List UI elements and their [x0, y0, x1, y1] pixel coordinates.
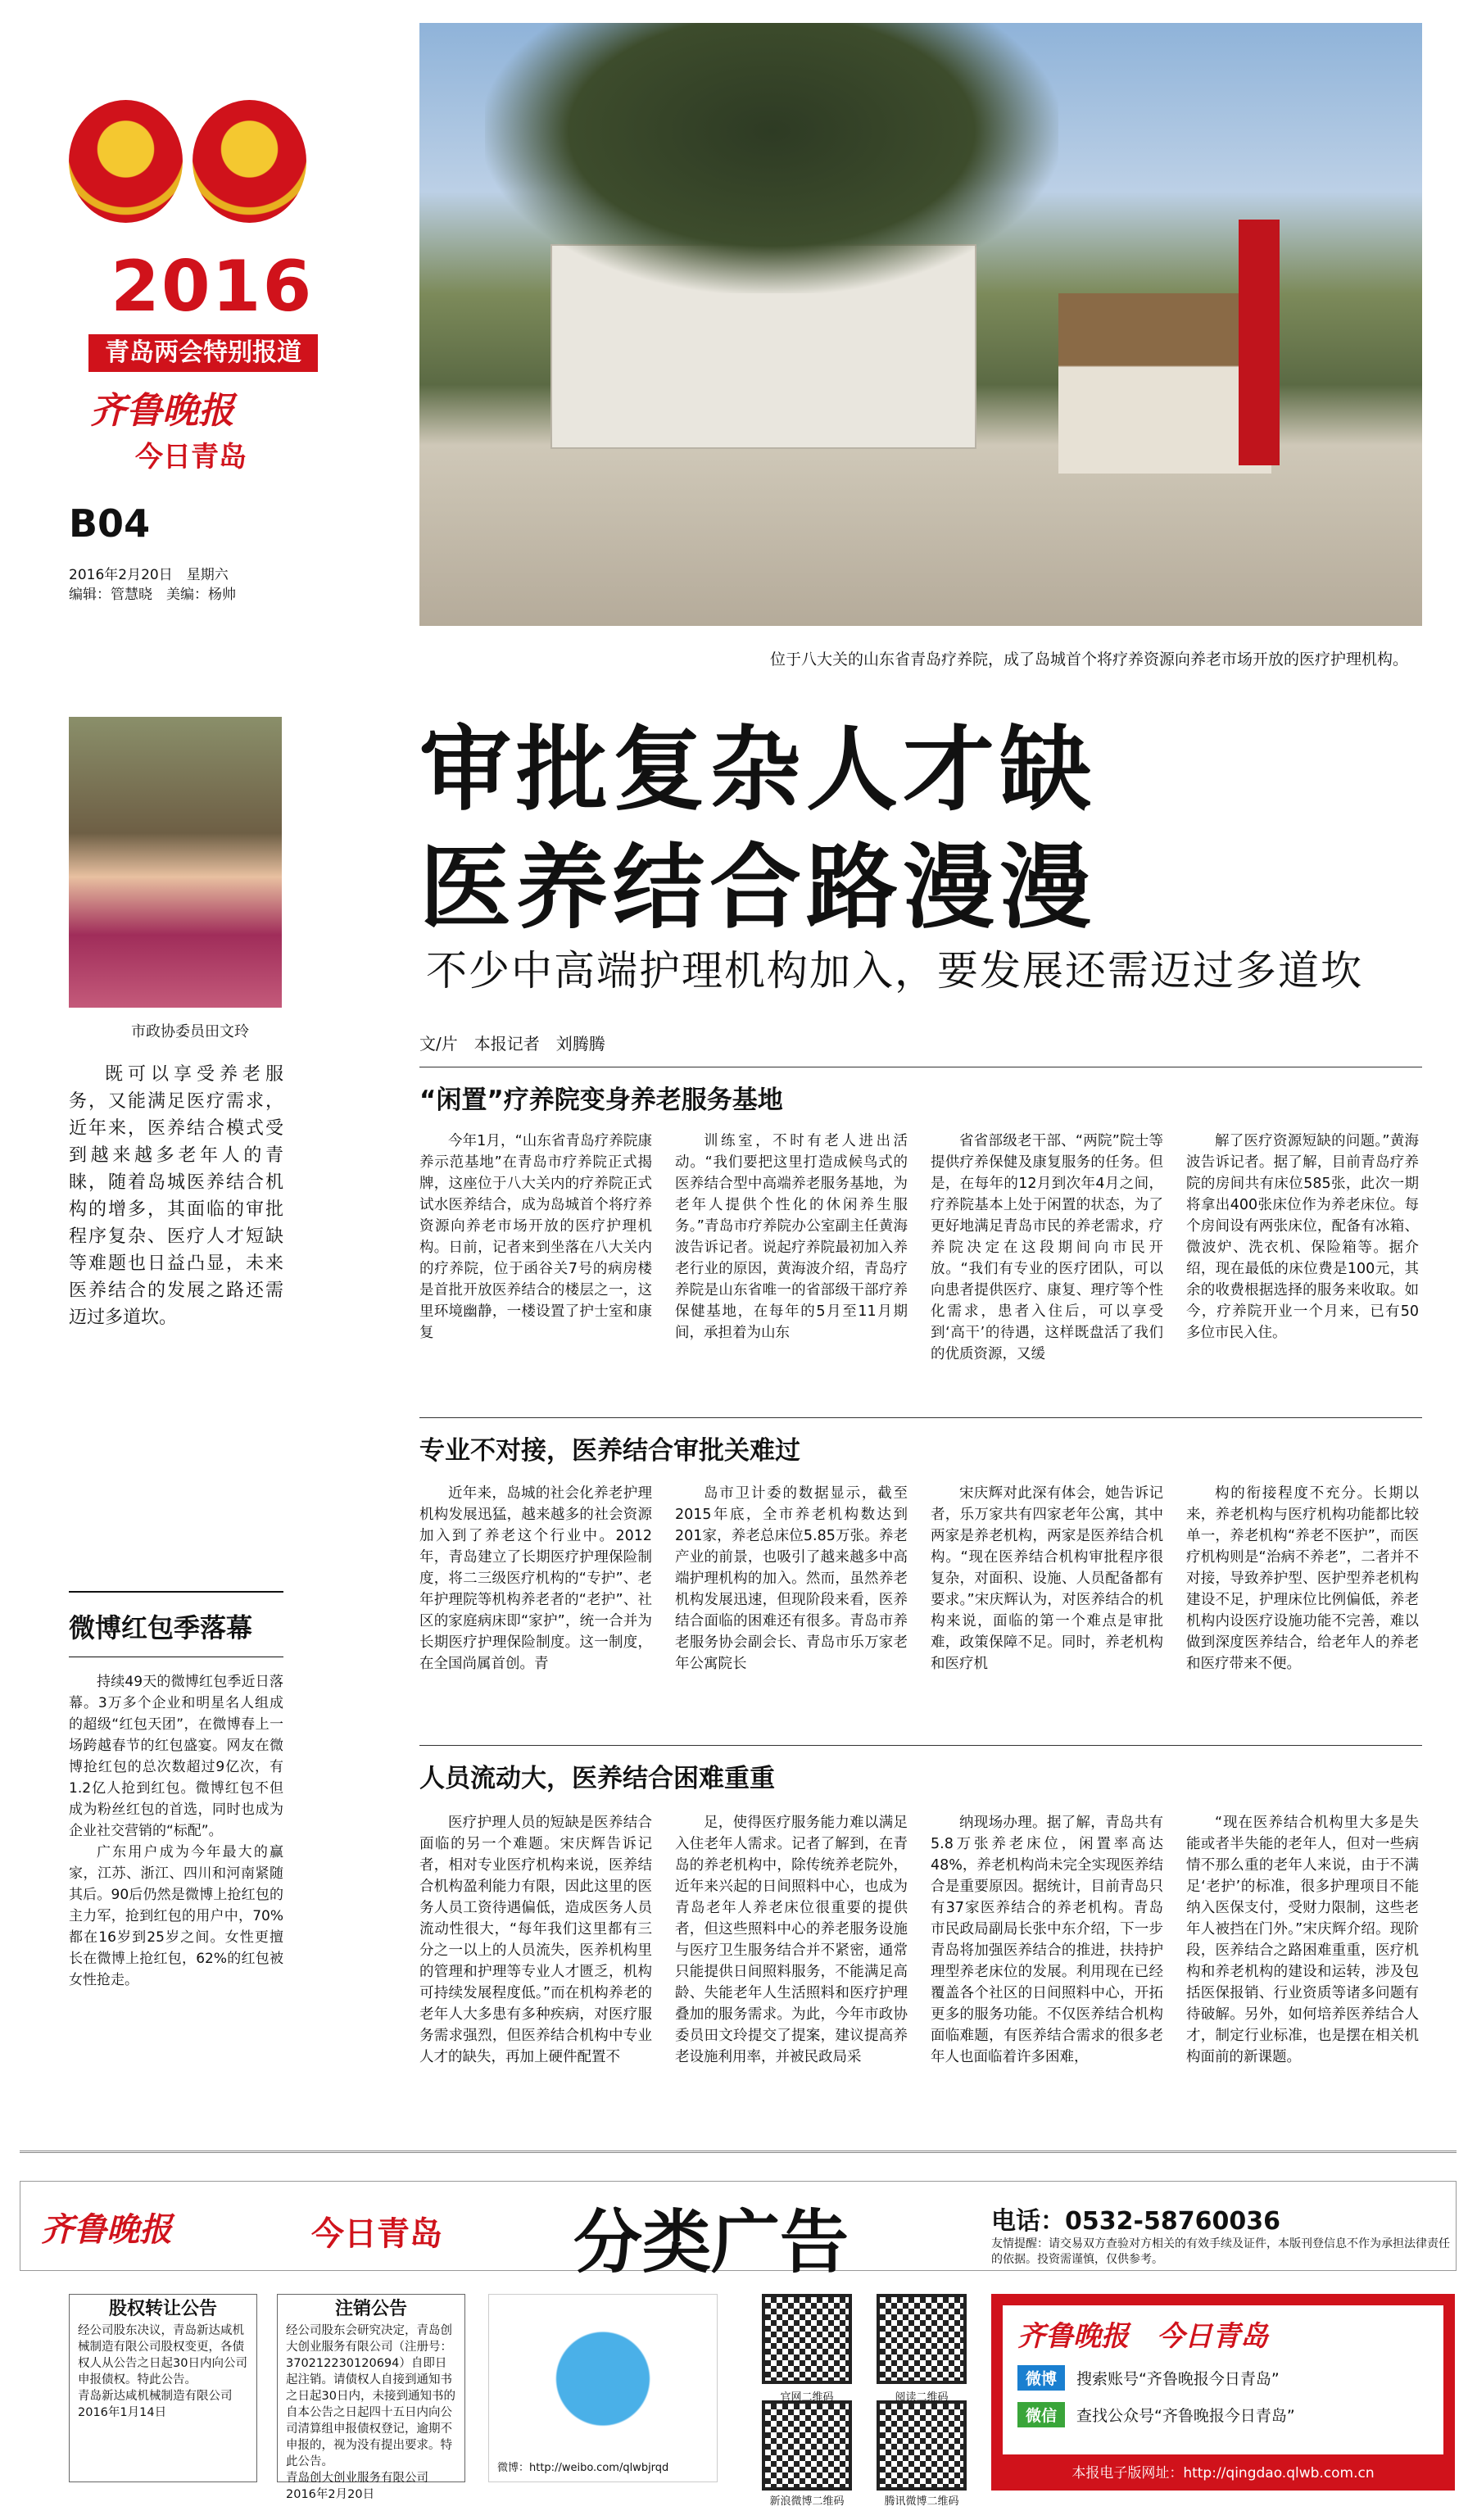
- weibo-article-title: 微博红包季落幕: [69, 1591, 283, 1657]
- column: 训练室，不时有老人进出活动。“我们要把这里打造成候鸟式的医养结合型中高端养老服务基地，为老年人提供个性化的休闲养生服务。”青岛市疗养院办公室副主任黄海波告诉记者。说起疗养院最初加入养老行业的原因，黄海波介绍，青岛疗养院是山东省唯一的省部级干部疗养保健基地，在每年的5月至11月期间，承担着为山东: [675, 1133, 908, 1341]
- weibo-logo-box[interactable]: [488, 2294, 718, 2482]
- ad-phone: 电话：0532-58760036: [991, 2207, 1280, 2236]
- weibo-url: 微博：http://weibo.com/qlwbjrqd: [497, 2462, 669, 2474]
- wechat-account: 查找公众号“齐鲁晚报今日青岛”: [1076, 2407, 1295, 2425]
- qr-caption: 官网二维码: [780, 2391, 834, 2404]
- portrait-photo: [69, 717, 282, 1008]
- classified-title: 分类广告: [573, 2201, 850, 2282]
- weibo-para: 广东用户成为今年最大的赢家，江苏、浙江、四川和河南紧随其后。90后仍然是微博上抢红包的主力军，抢到红包的用户中，70%都在16岁到25岁之间。女性更擅长在微博上抢红包，62%的红包被女性抢走。: [69, 1844, 283, 1988]
- section-title: 人员流动大，医养结合困难重重: [419, 1745, 1422, 1794]
- paper-sub-logo: 今日青岛: [135, 441, 247, 474]
- qr-caption: 阅读二维码: [895, 2391, 949, 2404]
- column: 解了医疗资源短缺的问题。”黄海波告诉记者。据了解，目前青岛疗养院的房间共有床位585张，此次一期将拿出400张床位作为养老床位。每个房间设有两张床位，配备有冰箱、微波炉、洗衣机、保险箱等。据介绍，现在最低的床位费是100元，其余的收费根据选择的服务来收取。如今，疗养院开业一个月来，已有50多位市民入住。: [1186, 1133, 1419, 1341]
- ad-notice: 友情提醒：请交易双方查验对方相关的有效手续及证件，本版刊登信息不作为承担法律责任的依据。投资需谨慎，仅供参考。: [991, 2237, 1450, 2266]
- column: 省省部级老干部、“两院”院士等提供疗养保健及康复服务的任务。但是，在每年的12月到次年4月之间，疗养院基本上处于闲置的状态，为了更好地满足青岛市民的养老需求，疗养院决定在这段期间向市民开放。“我们有专业的医疗团队，可以向患者提供医疗、康复、理疗等个性化需求，患者入住后，可以享受到‘高干’的待遇，这样既盘活了我们的优质资源，又缓: [931, 1133, 1163, 1362]
- promo-weibo-row[interactable]: [1017, 2365, 1429, 2391]
- column: 近年来，岛城的社会化养老护理机构发展迅猛，越来越多的社会资源加入到了养老这个行业中。2012年，青岛建立了长期医疗护理保险制度，将二三级医疗机构的“专护”、老年护理院等机构养老者的“老护”、社区的家庭病床即“家护”，统一合并为长期医疗护理保险制度。这一制度，在全国尚属首创。青: [419, 1485, 652, 1672]
- sanatorium-photo: [419, 23, 1422, 626]
- qr-code-icon[interactable]: [762, 2294, 852, 2384]
- column: 足，使得医疗服务能力难以满足入住老年人需求。记者了解到，在青岛的养老机构中，除传统养老院外，近年来兴起的日间照料中心，也成为青岛老年人养老床位很重要的提供者，但这些照料中心的养老服务设施与医疗卫生服务结合并不紧密，通常只能提供日间照料服务，不能满足高龄、失能老年人生活照料和医疗护理叠加的服务需求。为此，今年市政协委员田文玲提交了提案，建议提高养老设施利用率，并被民政局采: [675, 1815, 908, 2065]
- section-columns: [419, 1131, 1422, 1401]
- promo-logo: 齐鲁晚报 今日青岛: [1017, 2320, 1268, 2353]
- national-emblem-icon: [69, 100, 183, 223]
- column: 构的衔接程度不充分。长期以来，养老机构与医疗机构功能都比较单一，养老机构“养老不医护”，而医疗机构则是“治病不养老”，二者并不对接，导致养护型、医护型养老机构建设不足，护理床位比例偏低，养老机构内设医疗设施功能不完善，难以做到深度医养结合，给老年人的养老和医疗带来不便。: [1186, 1485, 1419, 1672]
- promo-wechat-row[interactable]: [1017, 2402, 1429, 2427]
- dateline: [69, 565, 315, 605]
- cancellation-notice: [277, 2294, 465, 2501]
- special-report-banner: 青岛两会特别报道: [88, 334, 318, 372]
- page-number: B04: [69, 501, 151, 546]
- year-label: 2016: [111, 246, 314, 328]
- ad-paper-sub: 今日青岛: [311, 2215, 442, 2253]
- notice-sign: 青岛创大创业服务有限公司 2016年2月20日: [286, 2472, 441, 2501]
- notice-sign: 青岛新达咸机械制造有限公司 2016年1月14日: [78, 2390, 244, 2419]
- weibo-para: 持续49天的微博红包季近日落幕。3万多个企业和明星名人组成的超级“红包天团”，在微博春上一场跨越春节的红包盛宴。网友在微博抢红包的总次数超过9亿次，有1.2亿人抢到红包。微博红包不但成为粉丝红包的首选，同时也成为企业社交营销的“标配”。: [69, 1674, 283, 1839]
- weibo-account: 搜索账号“齐鲁晚报今日青岛”: [1076, 2370, 1280, 2388]
- notice-title: 股权转让公告: [108, 2299, 217, 2319]
- headline-line-2: 医养结合路漫漫: [419, 835, 1096, 941]
- section-columns: [419, 1483, 1422, 1733]
- notice-body: 经公司股东会研究决定，青岛创大创业服务有限公司（注册号：370212230120694）自即日起注销。请债权人自接到通知书之日起30日内，未接到通知书的自本公告之日起四十五日内向公司清算组申报债权登记，逾期不申报的，视为没有提出要求。特此公告。: [286, 2324, 455, 2468]
- section-columns: [419, 1812, 1422, 2107]
- column: “现在医养结合机构里大多是失能或者半失能的老年人，但对一些病情不那么重的老年人来说，由于不满足‘老护’的标准，很多护理项目不能纳入医保支付，受财力限制，这些老年人被挡在门外。”宋庆辉介绍。现阶段，医养结合之路困难重重，医疗机构和养老机构的建设和运转，涉及包括医保报销、行业资质等诸多问题有待破解。另外，如何培养医养结合人才，制定行业标准，也是摆在相关机构面前的新课题。: [1186, 1815, 1419, 2065]
- epaper-url[interactable]: 本报电子版网址：http://qingdao.qlwb.com.cn: [1072, 2465, 1375, 2481]
- red-sign-shape: [1239, 220, 1280, 465]
- column: 医疗护理人员的短缺是医养结合面临的另一个难题。宋庆辉告诉记者，相对专业医疗机构来说，医养结合机构盈利能力有限，因此这里的医务人员工资待遇偏低，造成医务人员流动性很大，“每年我们这里都有三分之一以上的人员流失，医养机构里的管理和护理等专业人才匮乏，机构可持续发展程度低。”而在机构养老的老年人大多患有多种疾病，对医疗服务需求强烈，但医养结合机构中专业人才的缺失，再加上硬件配置不: [419, 1815, 652, 2065]
- section-title: 专业不对接，医养结合审批关难过: [419, 1417, 1422, 1466]
- qr-code-icon[interactable]: [762, 2400, 852, 2491]
- column: 纳现场办理。据了解，青岛共有5.8万张养老床位，闲置率高达48%，养老机构尚未完全实现医养结合是重要原因。据统计，目前青岛只有37家医养结合的养老机构。青岛市民政局副局长张中东介绍，下一步青岛将加强医养结合的推进，扶持护理型养老床位的发展。利用现在已经覆盖各个社区的日间照料中心，开拓更多的服务功能。不仅医养结合机构面临难题，有医养结合需求的很多老年人也面临着许多困难，: [931, 1815, 1163, 2065]
- emblems: [69, 100, 306, 223]
- wechat-tag: 微信: [1017, 2402, 1065, 2427]
- photo-caption: 位于八大关的山东省青岛疗养院，成了岛城首个将疗养资源向养老市场开放的医疗护理机构。: [770, 650, 1409, 669]
- column: 宋庆辉对此深有体会，她告诉记者，乐万家共有四家老年公寓，其中两家是养老机构，两家是医养结合机构。“现在医养结合机构审批程序很复杂，对面积、设施、人员配备都有要求。”宋庆辉认为，对医养结合的机构来说，面临的第一个难点是审批难，政策保障不足。同时，养老机构和医疗机: [931, 1485, 1163, 1672]
- qr-caption: 腾讯微博二维码: [884, 2495, 959, 2508]
- promo-inner: [1003, 2305, 1443, 2454]
- subheadline: 不少中高端护理机构加入，要发展还需迈过多道坎: [426, 947, 1363, 995]
- equity-transfer-notice: [69, 2294, 257, 2482]
- section-title: “闲置”疗养院变身养老服务基地: [419, 1067, 1422, 1116]
- cppcc-emblem-icon: [193, 100, 306, 223]
- tree-shape: [485, 23, 1058, 293]
- paper-logo: 齐鲁晚报: [90, 390, 234, 432]
- ad-divider: [20, 2151, 1457, 2153]
- weibo-article-body: [69, 1671, 283, 1991]
- weibo-tag: 微博: [1017, 2365, 1065, 2391]
- column: 岛市卫计委的数据显示，截至2015年底，全市养老机构数达到201家，养老总床位5.85万张。养老产业的前景，也吸引了越来越多中高端护理机构的加入。然而，虽然养老机构发展迅速，但现阶段来看，医养结合面临的困难还有很多。青岛市养老服务协会副会长、青岛市乐万家老年公寓院长: [675, 1485, 908, 1672]
- qr-code-icon[interactable]: [877, 2400, 967, 2491]
- date: 2016年2月20日 星期六: [69, 567, 229, 583]
- notice-title: 注销公告: [334, 2299, 407, 2319]
- portrait-caption: 市政协委员田文玲: [131, 1023, 249, 1040]
- lead-intro: 既可以享受养老服务，又能满足医疗需求，近年来，医养结合模式受到越来越多老年人的青睐，随着岛城医养结合机构的增多，其面临的审批程序复杂、医疗人才短缺等难题也日益凸显，未来医养结合的发展之路还需迈过多道坎。: [69, 1064, 283, 1328]
- social-promo-box: [991, 2294, 1455, 2491]
- column: 今年1月，“山东省青岛疗养院康养示范基地”在青岛市疗养院正式揭牌，这座位于八大关内的疗养院正式试水医养结合，成为岛城首个将疗养资源向养老市场开放的医疗护理机构。日前，记者来到坐落在八大关内的疗养院，位于函谷关7号的病房楼是首批开放医养结合的楼层之一，这里环境幽静，一楼设置了护士室和康复: [419, 1133, 652, 1341]
- ad-paper-logo: 齐鲁晚报: [41, 2210, 172, 2249]
- byline: 文/片 本报记者 刘腾腾: [419, 1034, 605, 1054]
- qr-code-icon[interactable]: [877, 2294, 967, 2384]
- qr-caption: 新浪微博二维码: [769, 2495, 845, 2508]
- headline-line-1: 审批复杂人才缺: [419, 717, 1096, 823]
- notice-body: 经公司股东决议，青岛新达咸机械制造有限公司股权变更，各债权人从公告之日起30日内向公司申报债权。特此公告。: [78, 2324, 247, 2386]
- editors: 编辑：管慧晓 美编：杨帅: [69, 587, 236, 603]
